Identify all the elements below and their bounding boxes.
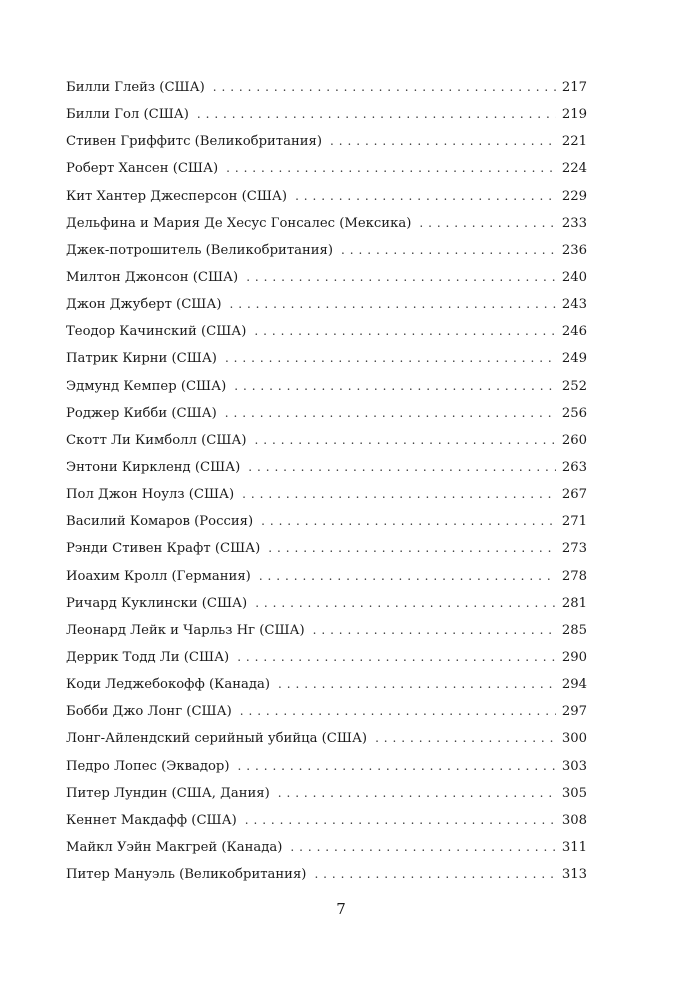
dot-leader: [237, 644, 556, 671]
dot-leader: [225, 400, 556, 427]
toc-entry-page: 271: [556, 508, 587, 535]
toc-entry: [66, 264, 587, 291]
dot-leader: [226, 155, 556, 182]
dot-leader: [255, 590, 556, 617]
toc-entry-title: Василий Комаров (Россия): [66, 508, 261, 535]
toc-entry: [66, 454, 587, 481]
toc-entry-title: Рэнди Стивен Крафт (США): [66, 535, 268, 562]
toc-entry-page: 263: [556, 454, 587, 481]
toc-entry-page: 217: [556, 74, 587, 101]
toc-entry-page: 297: [556, 698, 587, 725]
toc-entry-title: Джон Джуберт (США): [66, 291, 229, 318]
toc-entry: [66, 644, 587, 671]
toc-entry-page: 221: [556, 128, 587, 155]
toc-entry: [66, 237, 587, 264]
dot-leader: [341, 237, 556, 264]
dot-leader: [314, 861, 555, 888]
toc-entry-title: Иоахим Кролл (Германия): [66, 563, 259, 590]
toc-entry-title: Кит Хантер Джесперсон (США): [66, 183, 295, 210]
dot-leader: [330, 128, 556, 155]
toc-entry: [66, 74, 587, 101]
toc-entry-title: Питер Лундин (США, Дания): [66, 780, 278, 807]
toc-entry-title: Эдмунд Кемпер (США): [66, 373, 234, 400]
toc-entry-title: Дельфина и Мария Де Хесус Гонсалес (Мексика): [66, 210, 419, 237]
toc-entry-page: 229: [556, 183, 587, 210]
toc-entry-page: 260: [556, 427, 587, 454]
toc-entry-page: 285: [556, 617, 587, 644]
dot-leader: [261, 508, 556, 535]
toc-entry-title: Энтони Киркленд (США): [66, 454, 248, 481]
toc-entry-page: 273: [556, 535, 587, 562]
dot-leader: [419, 210, 555, 237]
toc-entry-title: Бобби Джо Лонг (США): [66, 698, 240, 725]
dot-leader: [234, 373, 556, 400]
toc-entry-page: 252: [556, 373, 587, 400]
dot-leader: [242, 481, 556, 508]
toc-entry-title: Майкл Уэйн Макгрей (Канада): [66, 834, 290, 861]
toc-entry-title: Пол Джон Ноулз (США): [66, 481, 242, 508]
toc-entry-page: 300: [556, 725, 587, 752]
toc-entry-title: Питер Мануэль (Великобритания): [66, 861, 314, 888]
dot-leader: [229, 291, 555, 318]
toc-entry: [66, 318, 587, 345]
toc-entry-page: 240: [556, 264, 587, 291]
dot-leader: [240, 698, 556, 725]
toc-entry: [66, 373, 587, 400]
table-of-contents: [66, 74, 587, 888]
toc-entry-page: 243: [556, 291, 587, 318]
toc-entry-page: 294: [556, 671, 587, 698]
toc-entry-title: Билли Гол (США): [66, 101, 197, 128]
toc-entry-page: 290: [556, 644, 587, 671]
dot-leader: [238, 753, 556, 780]
toc-entry-title: Патрик Кирни (США): [66, 345, 225, 372]
toc-entry: [66, 183, 587, 210]
toc-entry: [66, 834, 587, 861]
toc-entry: [66, 291, 587, 318]
dot-leader: [225, 345, 556, 372]
toc-entry-title: Скотт Ли Кимболл (США): [66, 427, 255, 454]
toc-entry-page: 281: [556, 590, 587, 617]
dot-leader: [259, 563, 556, 590]
dot-leader: [245, 807, 556, 834]
toc-entry: [66, 753, 587, 780]
toc-entry: [66, 128, 587, 155]
dot-leader: [248, 454, 556, 481]
toc-entry-title: Леонард Лейк и Чарльз Нг (США): [66, 617, 313, 644]
toc-entry-page: 236: [556, 237, 587, 264]
toc-entry-page: 305: [556, 780, 587, 807]
dot-leader: [268, 535, 556, 562]
toc-entry: [66, 535, 587, 562]
toc-entry-page: 249: [556, 345, 587, 372]
toc-entry: [66, 345, 587, 372]
dot-leader: [295, 183, 556, 210]
toc-entry: [66, 725, 587, 752]
toc-entry-page: 233: [556, 210, 587, 237]
dot-leader: [290, 834, 555, 861]
toc-entry-page: 313: [556, 861, 587, 888]
toc-entry-page: 303: [556, 753, 587, 780]
toc-entry-title: Милтон Джонсон (США): [66, 264, 246, 291]
toc-entry-title: Билли Глейз (США): [66, 74, 213, 101]
toc-entry: [66, 698, 587, 725]
toc-entry-title: Теодор Качинский (США): [66, 318, 254, 345]
page-number: 7: [336, 900, 346, 918]
toc-entry-title: Джек-потрошитель (Великобритания): [66, 237, 341, 264]
toc-entry-page: 311: [556, 834, 587, 861]
dot-leader: [375, 725, 556, 752]
dot-leader: [246, 264, 556, 291]
toc-entry-title: Педро Лопес (Эквадор): [66, 753, 238, 780]
toc-entry: [66, 155, 587, 182]
dot-leader: [254, 318, 555, 345]
toc-entry-page: 267: [556, 481, 587, 508]
toc-entry: [66, 590, 587, 617]
dot-leader: [278, 780, 556, 807]
dot-leader: [313, 617, 556, 644]
toc-entry: [66, 671, 587, 698]
dot-leader: [278, 671, 556, 698]
toc-entry-title: Ричард Куклински (США): [66, 590, 255, 617]
toc-entry-page: 224: [556, 155, 587, 182]
toc-entry: [66, 508, 587, 535]
toc-entry: [66, 101, 587, 128]
toc-entry: [66, 400, 587, 427]
toc-entry: [66, 780, 587, 807]
toc-entry-page: 246: [556, 318, 587, 345]
toc-entry-page: 219: [556, 101, 587, 128]
toc-entry-title: Лонг-Айлендский серийный убийца (США): [66, 725, 375, 752]
toc-entry: [66, 617, 587, 644]
toc-entry: [66, 563, 587, 590]
toc-entry-title: Деррик Тодд Ли (США): [66, 644, 237, 671]
toc-entry: [66, 807, 587, 834]
toc-entry: [66, 481, 587, 508]
dot-leader: [213, 74, 556, 101]
toc-entry: [66, 861, 587, 888]
toc-entry-title: Кеннет Макдафф (США): [66, 807, 245, 834]
dot-leader: [255, 427, 556, 454]
toc-entry-page: 308: [556, 807, 587, 834]
toc-entry: [66, 427, 587, 454]
toc-entry-title: Стивен Гриффитс (Великобритания): [66, 128, 330, 155]
dot-leader: [197, 101, 556, 128]
toc-entry-title: Роберт Хансен (США): [66, 155, 226, 182]
toc-entry-page: 278: [556, 563, 587, 590]
toc-entry: [66, 210, 587, 237]
toc-entry-title: Роджер Кибби (США): [66, 400, 225, 427]
toc-entry-title: Коди Леджебокофф (Канада): [66, 671, 278, 698]
toc-entry-page: 256: [556, 400, 587, 427]
